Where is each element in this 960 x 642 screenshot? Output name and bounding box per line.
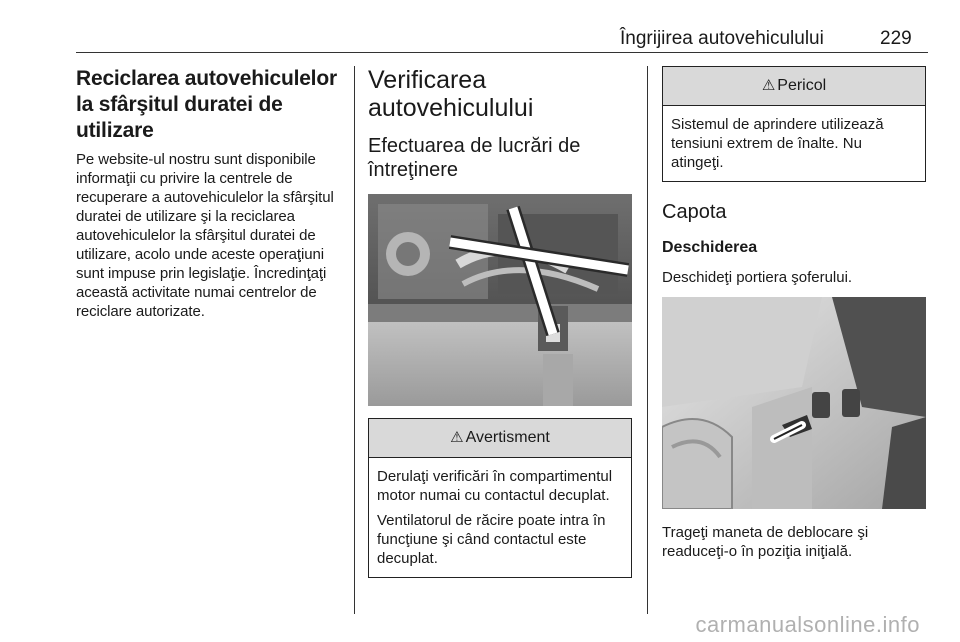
right-column — [662, 66, 926, 561]
danger-paragraph: Sistemul de aprindere utilizează tensiuni extrem de înalte. Nu atingeţi. — [671, 116, 884, 171]
danger-box — [662, 66, 926, 182]
watermark: carmanualsonline.info — [695, 612, 920, 637]
running-header-title: Îngrijirea autovehiculului — [620, 28, 824, 49]
column-divider — [647, 66, 648, 614]
opening-subheading: Deschiderea — [662, 239, 758, 256]
release-lever-image — [662, 297, 926, 509]
warning-triangle-icon: ⚠ — [761, 77, 776, 94]
pull-lever-instruction: Trageţi maneta de deblocare şi readuceţi-o în poziţia iniţială. — [662, 524, 869, 560]
header-rule — [76, 52, 928, 53]
vehicle-check-heading: Verificarea autovehiculului — [368, 66, 534, 122]
column-divider — [354, 66, 355, 614]
danger-title: Pericol — [777, 77, 827, 94]
middle-column — [368, 66, 632, 578]
engine-compartment-image — [368, 194, 632, 406]
recycling-heading: Reciclarea autovehiculelor la sfârşitul duratei de utilizare — [76, 67, 337, 142]
warning-paragraph: Derulaţi verificări în compartimentul motor numai cu contactul decuplat. — [377, 468, 613, 504]
warning-triangle-icon: ⚠ — [450, 429, 464, 446]
page-number: 229 — [880, 28, 912, 49]
recycling-paragraph: Pe website-ul nostru sunt disponibile informaţii cu privire la centrele de recuperare a autovehiculelor la sfârşitul duratei de utilizare şi la reciclarea autovehiculelor la sfârşitul duratei de utilizare, acolo unde aceste operaţiuni sunt impuse prin legislaţie. Încredinţaţi această activitate numai centrelor de reciclare autorizate. — [76, 151, 334, 320]
warning-box — [368, 418, 632, 578]
bonnet-heading: Capota — [662, 201, 727, 223]
open-door-instruction: Deschideţi portiera şoferului. — [662, 269, 853, 286]
danger-box-header — [663, 67, 925, 106]
maintenance-subheading: Efectuarea de lucrări de întreţinere — [368, 135, 581, 181]
warning-box-header — [369, 419, 631, 458]
left-column — [76, 66, 340, 321]
warning-title: Avertisment — [465, 429, 550, 446]
warning-paragraph: Ventilatorul de răcire poate intra în funcţiune şi când contactul este decuplat. — [377, 512, 606, 567]
